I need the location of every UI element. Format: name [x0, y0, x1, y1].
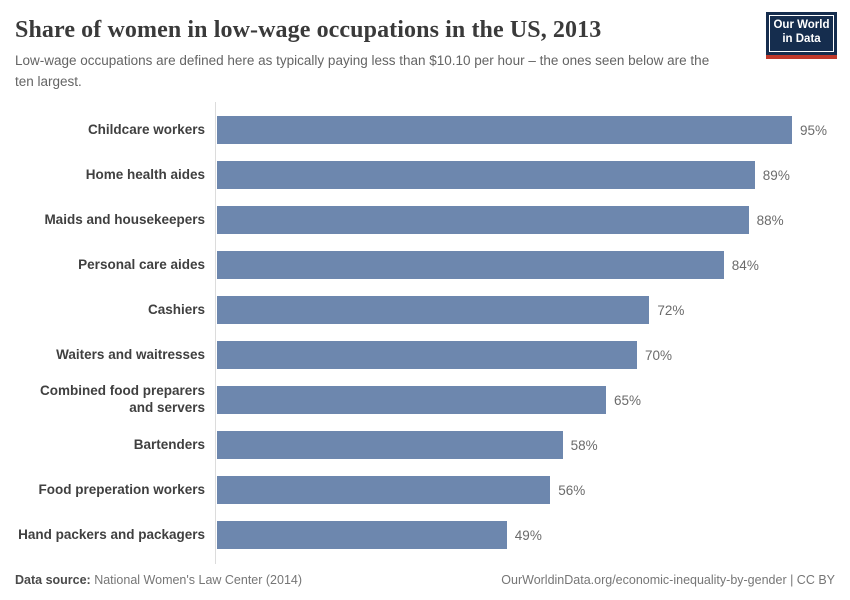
category-label: Maids and housekeepers — [44, 211, 205, 227]
owid-logo-box — [766, 12, 837, 55]
category-label: Childcare workers — [87, 121, 205, 137]
category-label: Home health aides — [85, 166, 205, 182]
chart-row — [15, 378, 835, 423]
value-label: 89% — [762, 167, 790, 183]
bar-track — [215, 476, 835, 504]
bar[interactable] — [217, 476, 550, 504]
chart-subtitle: Low-wage occupations are defined here as typically paying less than $10.10 per hour – the ones seen below are the ten largest. — [15, 53, 710, 89]
value-label: 65% — [614, 392, 642, 408]
bar[interactable] — [217, 161, 755, 189]
chart-row — [15, 153, 835, 198]
bar[interactable] — [217, 521, 507, 549]
bar-track — [215, 296, 835, 324]
chart-header — [15, 17, 835, 93]
value-label: 56% — [558, 482, 586, 498]
bar[interactable] — [217, 341, 637, 369]
value-label: 70% — [645, 347, 673, 363]
chart-row — [15, 198, 835, 243]
owid-logo-line2: in Data — [782, 32, 821, 45]
owid-logo-line1: Our World — [773, 19, 830, 31]
bar[interactable] — [217, 206, 749, 234]
value-label: 84% — [731, 257, 759, 273]
category-label: Bartenders — [133, 436, 205, 452]
value-label: 72% — [657, 302, 685, 318]
chart-row — [15, 333, 835, 378]
owid-logo[interactable] — [766, 12, 837, 59]
bar-track — [215, 251, 835, 279]
value-label: 49% — [514, 527, 542, 543]
bar-track — [215, 521, 835, 549]
chart-footer — [15, 573, 835, 587]
bar-track — [215, 161, 835, 189]
bar-track — [215, 386, 835, 414]
owid-logo-text — [769, 15, 834, 52]
chart-row — [15, 288, 835, 333]
chart-row — [15, 513, 835, 558]
chart-row — [15, 243, 835, 288]
page-title: Share of women in low-wage occupations in the US, 2013 — [15, 17, 602, 43]
category-label: Combined food preparers and servers — [39, 383, 205, 416]
chart-rows — [15, 108, 835, 558]
chart-row — [15, 468, 835, 513]
value-label: 58% — [570, 437, 598, 453]
bar-chart — [15, 102, 835, 564]
value-label: 95% — [800, 122, 828, 138]
bar[interactable] — [217, 116, 792, 144]
data-source — [15, 573, 302, 587]
chart-row — [15, 108, 835, 153]
bar-track — [215, 341, 835, 369]
footer-link[interactable]: OurWorldinData.org/economic-inequality-by-gender | CC BY — [501, 573, 835, 587]
bar-track — [215, 431, 835, 459]
bar[interactable] — [217, 431, 563, 459]
chart-row — [15, 423, 835, 468]
bar-track — [215, 116, 835, 144]
category-label: Cashiers — [147, 301, 205, 317]
data-source-value: National Women's Law Center (2014) — [90, 573, 303, 587]
category-label: Food preperation workers — [38, 481, 205, 497]
bar[interactable] — [217, 251, 724, 279]
data-source-label: Data source: — [15, 573, 91, 587]
category-label: Waiters and waitresses — [56, 346, 205, 362]
owid-logo-stripe — [766, 55, 837, 59]
bar-track — [215, 206, 835, 234]
category-label: Personal care aides — [78, 256, 205, 272]
category-label: Hand packers and packagers — [18, 526, 205, 542]
value-label: 88% — [756, 212, 784, 228]
bar[interactable] — [217, 386, 606, 414]
bar[interactable] — [217, 296, 649, 324]
